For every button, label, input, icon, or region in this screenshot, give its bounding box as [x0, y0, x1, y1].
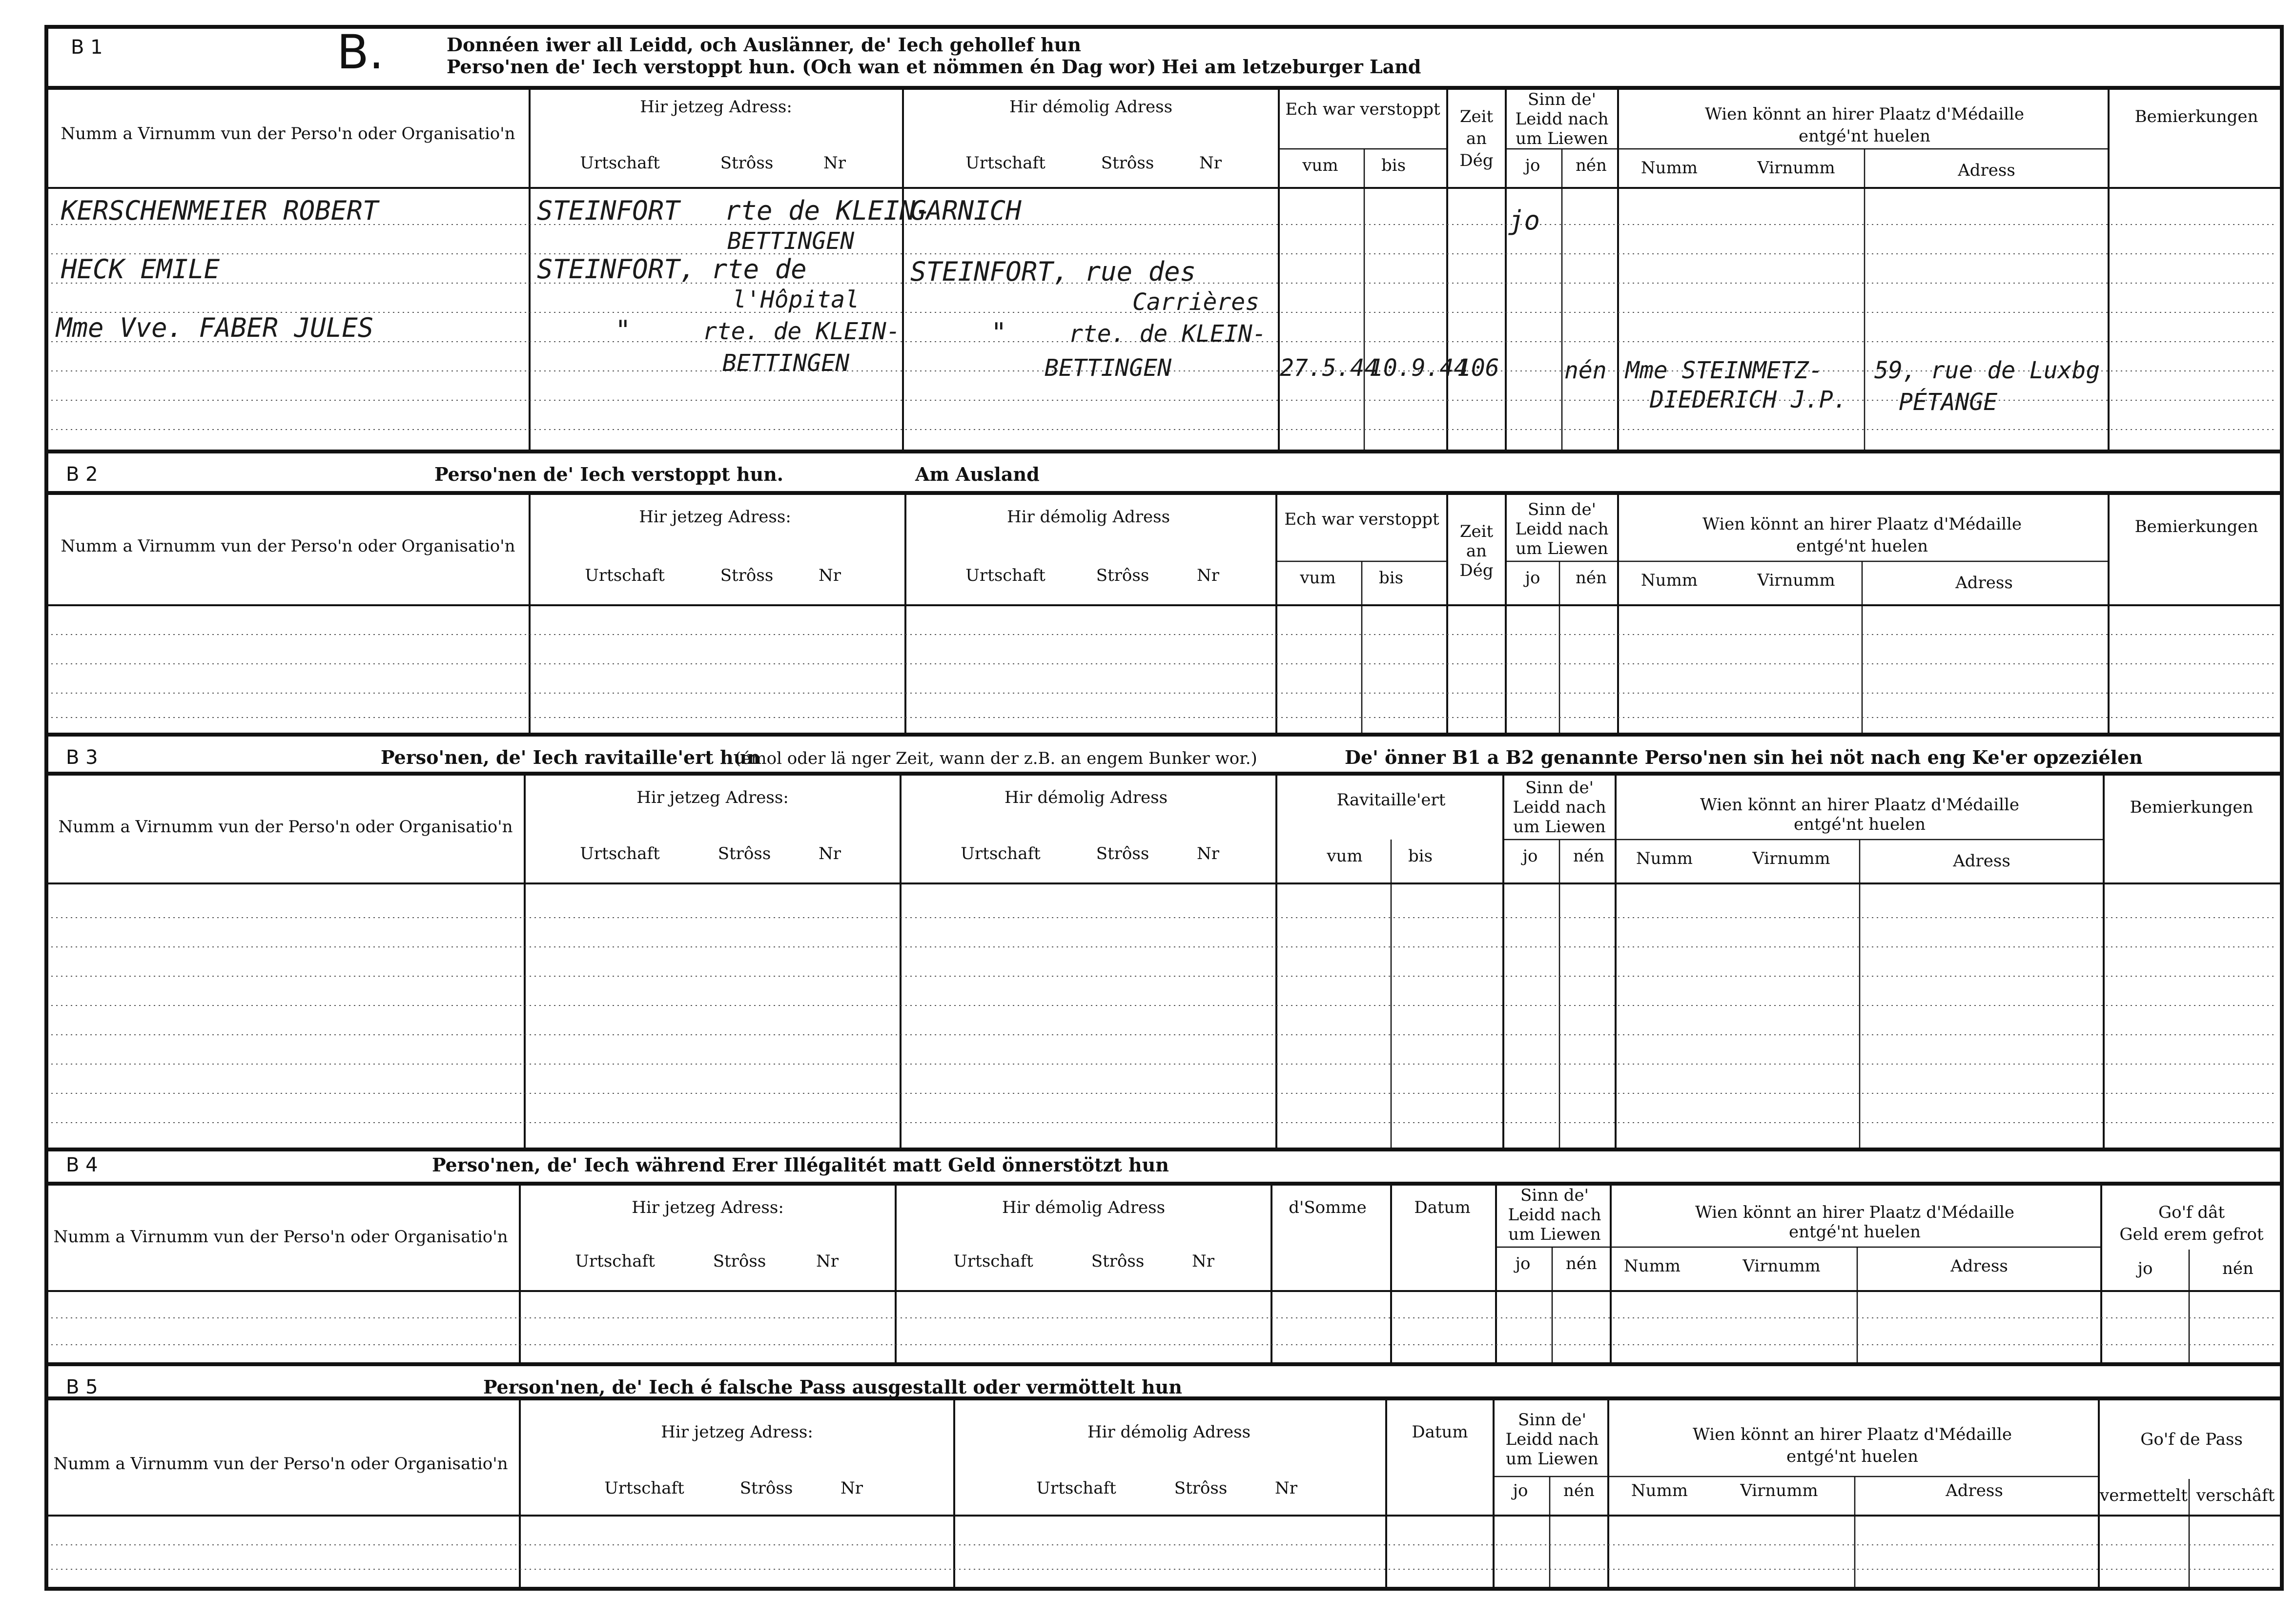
b2-former-stross-header: Strôss	[1096, 566, 1149, 585]
b1-former-stross-header: Strôss	[1101, 153, 1154, 173]
entry-name: Mme Vve. FABER JULES	[56, 312, 374, 343]
b1-sinn-header-1: Sinn de'	[1527, 90, 1597, 109]
b2-zeit-header: Zeit	[1459, 522, 1494, 541]
section-b2	[46, 463, 2282, 735]
b5-former-urtschaft-header: Urtschaft	[1036, 1478, 1116, 1498]
b3-former-nr-header: Nr	[1196, 844, 1220, 863]
b4-medal-header-2: entgé'nt huelen	[1788, 1222, 1921, 1242]
b1-current-address-header: Hir jetzeg Adress:	[640, 97, 792, 117]
b2-current-address-header: Hir jetzeg Adress:	[639, 507, 791, 527]
entry-hidden-from: 27.5.44	[1280, 354, 1379, 382]
b2-vum-header: vum	[1300, 568, 1336, 588]
b5-former-stross-header: Strôss	[1174, 1478, 1228, 1498]
b3-current-address-header: Hir jetzeg Adress:	[636, 788, 789, 807]
form-title-suffix: Hei am letzeburger Land	[1162, 56, 1421, 78]
b4-jo-header: jo	[1515, 1254, 1531, 1273]
b5-jo-header: jo	[1513, 1481, 1528, 1500]
b4-former-address-header: Hir démolig Adress	[1002, 1198, 1166, 1217]
entry-current-street-cont: BETTINGEN	[727, 227, 855, 255]
entry-current-street-cont: BETTINGEN	[722, 349, 850, 377]
b5-virnumm-header: Virnumm	[1740, 1481, 1818, 1500]
b4-nr-header: Nr	[816, 1251, 839, 1271]
entry-former-street: rte. de KLEIN-	[1069, 320, 1267, 348]
b2-medal-header-2: entgé'nt huelen	[1796, 536, 1928, 556]
b3-bemerkungen-header: Bemierkungen	[2130, 798, 2254, 817]
b3-nr-header: Nr	[818, 844, 841, 863]
b5-adress-header: Adress	[1946, 1481, 2003, 1500]
b1-vum-header: vum	[1302, 156, 1338, 175]
section-b5	[46, 1376, 2282, 1589]
b1-nr-header: Nr	[823, 153, 846, 173]
entry-medal-address: 59, rue de Luxbg	[1874, 357, 2100, 384]
b2-nen-header: nén	[1576, 568, 1607, 588]
b5-nen-header: nén	[1563, 1481, 1595, 1500]
section-b3	[46, 746, 2282, 1149]
b2-former-urtschaft-header: Urtschaft	[965, 566, 1046, 585]
b1-former-address-header: Hir démolig Adress	[1009, 97, 1173, 117]
b4-former-urtschaft-header: Urtschaft	[953, 1251, 1033, 1271]
entry-current-street: rte. de KLEIN-	[703, 318, 901, 345]
b5-medal-header-1: Wien könnt an hirer Plaatz d'Médaille	[1692, 1425, 2012, 1444]
b4-nen-header: nén	[1566, 1254, 1597, 1273]
b4-adress-header: Adress	[1950, 1256, 2008, 1276]
b3-former-urtschaft-header: Urtschaft	[961, 844, 1041, 863]
b2-medal-header-1: Wien könnt an hirer Plaatz d'Médaille	[1702, 514, 2022, 534]
b3-former-stross-header: Strôss	[1096, 844, 1149, 863]
b1-adress-header: Adress	[1958, 161, 2015, 180]
b1-hidden-header: Ech war verstoppt	[1285, 100, 1440, 119]
b1-medal-header-2: entgé'nt huelen	[1798, 126, 1931, 146]
b3-medal-header-1: Wien könnt an hirer Plaatz d'Médaille	[1700, 795, 2020, 815]
b1-bis-header: bis	[1381, 156, 1406, 175]
b1-entries	[55, 195, 2100, 416]
b3-medal-header-2: entgé'nt huelen	[1793, 815, 1926, 834]
b3-label: B 3	[66, 746, 98, 769]
b3-sinn-header-1: Sinn de'	[1525, 778, 1594, 798]
b2-an-header: an	[1466, 541, 1487, 561]
b2-sinn-header-2: Leidd nach	[1515, 519, 1609, 539]
entry-current-place: STEINFORT	[537, 195, 680, 226]
b2-name-header: Numm a Virnumm vun der Perso'n oder Organisatio'n	[61, 536, 515, 556]
b3-bis-header: bis	[1408, 846, 1433, 866]
entry-medal-name: Mme STEINMETZ-	[1625, 357, 1823, 384]
b4-former-stross-header: Strôss	[1091, 1251, 1145, 1271]
entry-current-ditto: "	[615, 315, 631, 346]
b4-gof-geld-header-1: Go'f dât	[2158, 1203, 2225, 1222]
b5-former-address-header: Hir démolig Adress	[1087, 1422, 1251, 1442]
b5-stross-header: Strôss	[739, 1478, 793, 1498]
b5-urtschaft-header: Urtschaft	[604, 1478, 684, 1498]
b1-former-urtschaft-header: Urtschaft	[965, 153, 1046, 173]
entry-hidden-to: 10.9.44	[1369, 354, 1468, 382]
entry-current-address-cont: l'Hôpital	[732, 286, 860, 313]
b3-title-note: (émol oder lä nger Zeit, wann der z.B. an engem Bunker wor.)	[735, 749, 1257, 768]
b1-nen-header: nén	[1576, 156, 1607, 175]
b1-sinn-header-3: um Liewen	[1516, 129, 1608, 148]
entry-former-address: STEINFORT, rue des	[910, 256, 1196, 287]
b5-sinn-header-1: Sinn de'	[1517, 1410, 1587, 1430]
b1-medal-header-1: Wien könnt an hirer Plaatz d'Médaille	[1704, 104, 2025, 124]
b2-former-address-header: Hir démolig Adress	[1006, 507, 1170, 527]
entry-former-ditto: "	[991, 317, 1007, 348]
form-letter: B.	[337, 25, 384, 80]
b1-former-nr-header: Nr	[1199, 153, 1222, 173]
b3-adress-header: Adress	[1953, 851, 2010, 871]
b1-numm-header: Numm	[1640, 158, 1698, 178]
b4-somme-header: d'Somme	[1289, 1198, 1367, 1217]
b4-datum-header: Datum	[1414, 1198, 1471, 1217]
b3-name-header: Numm a Virnumm vun der Perso'n oder Organisatio'n	[58, 817, 513, 837]
b5-vermettelt-header: vermettelt	[2100, 1486, 2188, 1505]
b1-an-header: an	[1466, 129, 1487, 148]
b4-sinn-header-3: um Liewen	[1508, 1225, 1601, 1244]
b5-datum-header: Datum	[1412, 1422, 1468, 1442]
b2-jo-header: jo	[1525, 568, 1540, 588]
b4-former-nr-header: Nr	[1191, 1251, 1215, 1271]
b4-urtschaft-header: Urtschaft	[575, 1251, 655, 1271]
entry-former-place: GARNICH	[910, 195, 1022, 226]
b4-label: B 4	[66, 1154, 98, 1176]
b3-former-address-header: Hir démolig Adress	[1004, 788, 1168, 807]
b4-numm-header: Numm	[1623, 1256, 1681, 1276]
b2-former-nr-header: Nr	[1196, 566, 1220, 585]
b2-title: Perso'nen de' Iech verstoppt hun.	[434, 463, 783, 485]
b5-label: B 5	[66, 1376, 98, 1398]
b5-numm-header: Numm	[1631, 1481, 1688, 1500]
b2-label: B 2	[66, 463, 98, 486]
b5-former-nr-header: Nr	[1274, 1478, 1298, 1498]
b3-sinn-header-3: um Liewen	[1513, 817, 1606, 837]
b5-gof-pass-header: Go'f de Pass	[2140, 1430, 2243, 1449]
b3-numm-header: Numm	[1636, 849, 1693, 868]
b2-hidden-header: Ech war verstoppt	[1284, 510, 1439, 529]
b4-gof-nen-header: nén	[2222, 1259, 2254, 1278]
b1-urtschaft-header: Urtschaft	[580, 153, 660, 173]
entry-days: 106	[1457, 354, 1499, 382]
b3-title: Perso'nen, de' Iech ravitaille'ert hun	[381, 746, 760, 768]
b5-medal-header-2: entgé'nt huelen	[1786, 1447, 1919, 1466]
entry-name: HECK EMILE	[61, 254, 220, 285]
b1-jo-header: jo	[1525, 156, 1540, 175]
b1-bemerkungen-header: Bemierkungen	[2134, 107, 2258, 126]
b2-bis-header: bis	[1378, 568, 1404, 588]
b2-sinn-header-1: Sinn de'	[1527, 500, 1597, 519]
b4-title: Perso'nen, de' Iech während Erer Illégalitét matt Geld önnerstötzt hun	[432, 1154, 1169, 1176]
b2-sinn-header-3: um Liewen	[1516, 539, 1608, 558]
b2-nr-header: Nr	[818, 566, 841, 585]
b4-gof-geld-header-2: Geld erem gefrot	[2119, 1225, 2264, 1244]
form-title-line1: Donnéen iwer all Leidd, och Auslänner, de' Iech gehollef hun	[447, 34, 1081, 56]
b3-title-suffix: De' önner B1 a B2 genannte Perso'nen sin hei nöt nach eng Ke'er opzeziélen	[1345, 746, 2143, 768]
form-title-line2: Perso'nen de' Iech verstoppt hun. (Och wan et nömmen én Dag wor)	[447, 56, 1156, 78]
b5-title: Person'nen, de' Iech é falsche Pass ausgestallt oder vermöttelt hun	[483, 1376, 1182, 1398]
b4-medal-header-1: Wien könnt an hirer Plaatz d'Médaille	[1695, 1203, 2015, 1222]
b3-nen-header: nén	[1573, 846, 1604, 866]
b2-stross-header: Strôss	[720, 566, 774, 585]
b2-numm-header: Numm	[1640, 571, 1698, 590]
b4-virnumm-header: Virnumm	[1742, 1256, 1821, 1276]
b2-adress-header: Adress	[1955, 573, 2013, 593]
b3-vum-header: vum	[1327, 846, 1363, 866]
b3-urtschaft-header: Urtschaft	[580, 844, 660, 863]
b2-bemerkungen-header: Bemierkungen	[2134, 517, 2258, 536]
b1-deg-header: Dég	[1459, 151, 1494, 170]
entry-former-street-cont: BETTINGEN	[1045, 354, 1172, 382]
entry-current-address: STEINFORT, rte de	[537, 254, 807, 285]
entry-medal-address-cont: PÉTANGE	[1899, 389, 1998, 416]
b1-name-header: Numm a Virnumm vun der Perso'n oder Organisatio'n	[61, 124, 515, 144]
b1-label: B 1	[71, 36, 103, 59]
entry-name: KERSCHENMEIER ROBERT	[61, 195, 379, 226]
entry-alive-no: nén	[1564, 357, 1607, 384]
b5-nr-header: Nr	[840, 1478, 863, 1498]
b1-zeit-header: Zeit	[1459, 107, 1494, 126]
b2-virnumm-header: Virnumm	[1757, 571, 1835, 590]
b3-stross-header: Strôss	[718, 844, 771, 863]
b4-name-header: Numm a Virnumm vun der Perso'n oder Organisatio'n	[53, 1227, 508, 1247]
b3-jo-header: jo	[1522, 846, 1538, 866]
b5-name-header: Numm a Virnumm vun der Perso'n oder Organisatio'n	[53, 1454, 508, 1474]
b2-urtschaft-header: Urtschaft	[585, 566, 665, 585]
b3-sinn-header-2: Leidd nach	[1513, 798, 1606, 817]
b2-title-suffix: Am Ausland	[915, 463, 1040, 485]
b4-gof-jo-header: jo	[2137, 1259, 2153, 1278]
entry-former-address-cont: Carrières	[1132, 288, 1260, 316]
b5-verschaft-header: verschâft	[2196, 1486, 2275, 1505]
b5-current-address-header: Hir jetzeg Adress:	[661, 1422, 813, 1442]
b5-sinn-header-2: Leidd nach	[1505, 1430, 1599, 1449]
b4-stross-header: Strôss	[713, 1251, 766, 1271]
b3-virnumm-header: Virnumm	[1752, 849, 1830, 868]
b1-stross-header: Strôss	[720, 153, 774, 173]
b4-sinn-header-1: Sinn de'	[1520, 1186, 1589, 1205]
b4-sinn-header-2: Leidd nach	[1508, 1205, 1601, 1225]
entry-current-street: rte de KLEIN-	[725, 195, 931, 226]
b1-virnumm-header: Virnumm	[1757, 158, 1835, 178]
b3-ravitaille-header: Ravitaille'ert	[1336, 790, 1446, 810]
entry-alive-yes: jo	[1508, 205, 1540, 236]
b4-current-address-header: Hir jetzeg Adress:	[632, 1198, 784, 1217]
b1-sinn-header-2: Leidd nach	[1515, 109, 1609, 129]
entry-medal-name-cont: DIEDERICH J.P.	[1650, 386, 1847, 413]
b2-deg-header: Dég	[1459, 561, 1494, 580]
b5-sinn-header-3: um Liewen	[1506, 1449, 1599, 1469]
